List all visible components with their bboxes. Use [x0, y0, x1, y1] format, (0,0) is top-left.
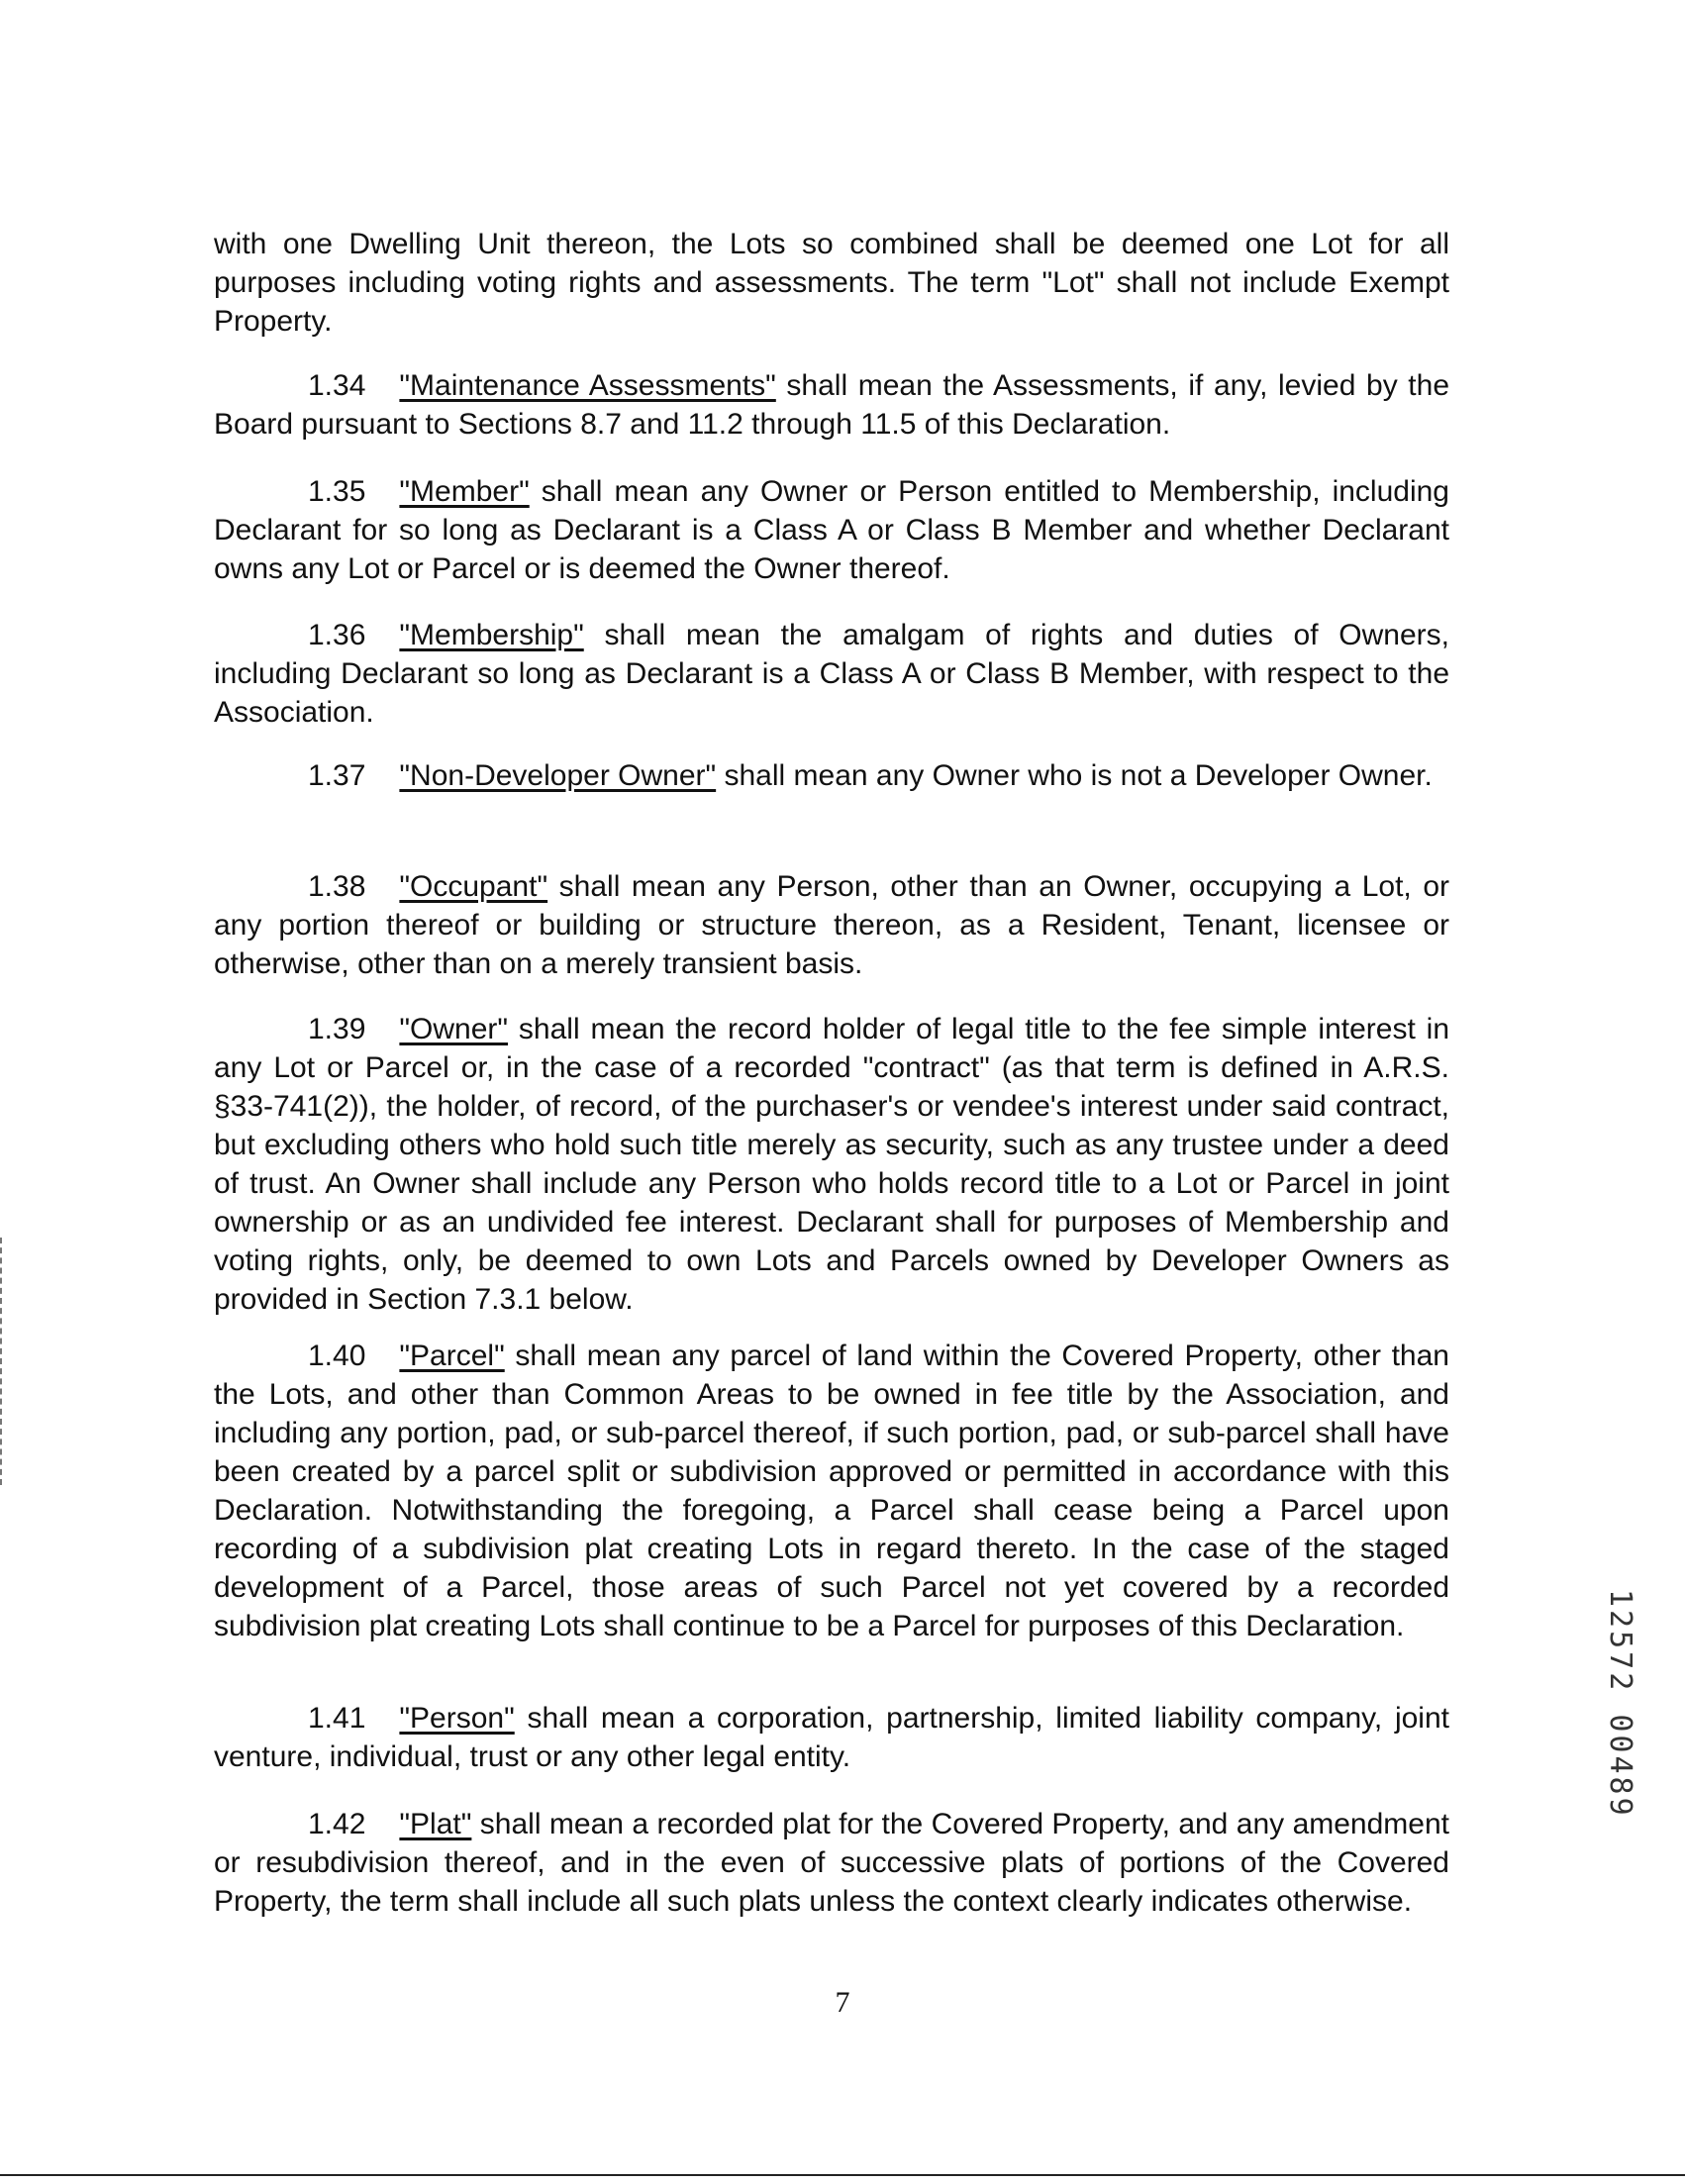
definition-text: shall mean the amalgam of rights and duties of Owners, including Declarant so long as Declarant is a Class A or Class B Member, with respect to the Association.	[214, 619, 1449, 729]
section-number: 1.34	[308, 369, 366, 402]
defined-term: "Membership"	[399, 619, 584, 651]
defined-term: "Non-Developer Owner"	[399, 759, 717, 792]
section-1-35	[214, 472, 1449, 588]
page-bottom-edge	[0, 2174, 1685, 2176]
defined-term: "Member"	[399, 475, 530, 508]
scan-edge-mark	[0, 1238, 5, 1485]
section-1-40	[214, 1337, 1449, 1645]
section-1-42	[214, 1805, 1449, 1921]
defined-term: "Parcel"	[399, 1340, 505, 1372]
recording-stamp: 12572 00489	[1603, 1589, 1637, 1819]
opening-text: with one Dwelling Unit thereon, the Lots so combined shall be deemed one Lot for all purposes including voting rights and assessments. The term "Lot" shall not include Exempt Property.	[214, 228, 1449, 338]
defined-term: "Maintenance Assessments"	[399, 369, 776, 402]
section-number: 1.39	[308, 1013, 366, 1045]
defined-term: "Person"	[399, 1702, 515, 1735]
section-1-38	[214, 867, 1449, 983]
page-number: 7	[835, 1986, 850, 2019]
definition-text: shall mean the Assessments, if any, levied by the Board pursuant to Sections 8.7 and 11.2 through 11.5 of this Declaration.	[214, 369, 1449, 441]
definition-text: shall mean the record holder of legal title to the fee simple interest in any Lot or Parcel or, in the case of a recorded "contract" (as that term is defined in A.R.S. §33-741(2)), the holder, of record, of the purchaser's or vendee's interest under said contract, but excluding others who hold such title merely as security, such as any trustee under a deed of trust. An Owner shall include any Person who holds record title to a Lot or Parcel in joint ownership or as an undivided fee interest. Declarant shall for purposes of Membership and voting rights, only, be deemed to own Lots and Parcels owned by Developer Owners as provided in Section 7.3.1 below.	[214, 1013, 1449, 1316]
section-number: 1.36	[308, 619, 366, 651]
definition-text: shall mean any Owner or Person entitled to Membership, including Declarant for so long as Declarant is a Class A or Class B Member and whether Declarant owns any Lot or Parcel or is deemed the Owner thereof.	[214, 475, 1449, 585]
section-1-39	[214, 1010, 1449, 1319]
definition-text: shall mean any Person, other than an Owner, occupying a Lot, or any portion thereof or building or structure thereon, as a Resident, Tenant, licensee or otherwise, other than on a merely transient basis.	[214, 870, 1449, 980]
definition-text: shall mean a recorded plat for the Covered Property, and any amendment or resubdivision thereof, and in the even of successive plats of portions of the Covered Property, the term shall include all such plats unless the context clearly indicates otherwise.	[214, 1808, 1449, 1918]
definition-text: shall mean any Owner who is not a Developer Owner.	[716, 759, 1433, 792]
section-1-36	[214, 616, 1449, 732]
section-number: 1.42	[308, 1808, 366, 1840]
section-number: 1.40	[308, 1340, 366, 1372]
defined-term: "Owner"	[399, 1013, 509, 1045]
defined-term: "Occupant"	[399, 870, 548, 903]
section-1-41	[214, 1699, 1449, 1776]
section-number: 1.38	[308, 870, 366, 903]
section-1-34	[214, 366, 1449, 444]
definition-text: shall mean a corporation, partnership, limited liability company, joint venture, individual, trust or any other legal entity.	[214, 1702, 1449, 1773]
definition-text: shall mean any parcel of land within the Covered Property, other than the Lots, and other than Common Areas to be owned in fee title by the Association, and including any portion, pad, or sub-parcel thereof, if such portion, pad, or sub-parcel shall have been created by a parcel split or subdivision approved or permitted in accordance with this Declaration. Notwithstanding the foregoing, a Parcel shall cease being a Parcel upon recording of a subdivision plat creating Lots in regard thereto. In the case of the staged development of a Parcel, those areas of such Parcel not yet covered by a recorded subdivision plat creating Lots shall continue to be a Parcel for purposes of this Declaration.	[214, 1340, 1449, 1642]
section-number: 1.41	[308, 1702, 366, 1735]
opening-paragraph	[214, 225, 1449, 341]
section-number: 1.35	[308, 475, 366, 508]
section-number: 1.37	[308, 759, 366, 792]
defined-term: "Plat"	[399, 1808, 472, 1840]
section-1-37	[214, 756, 1449, 795]
